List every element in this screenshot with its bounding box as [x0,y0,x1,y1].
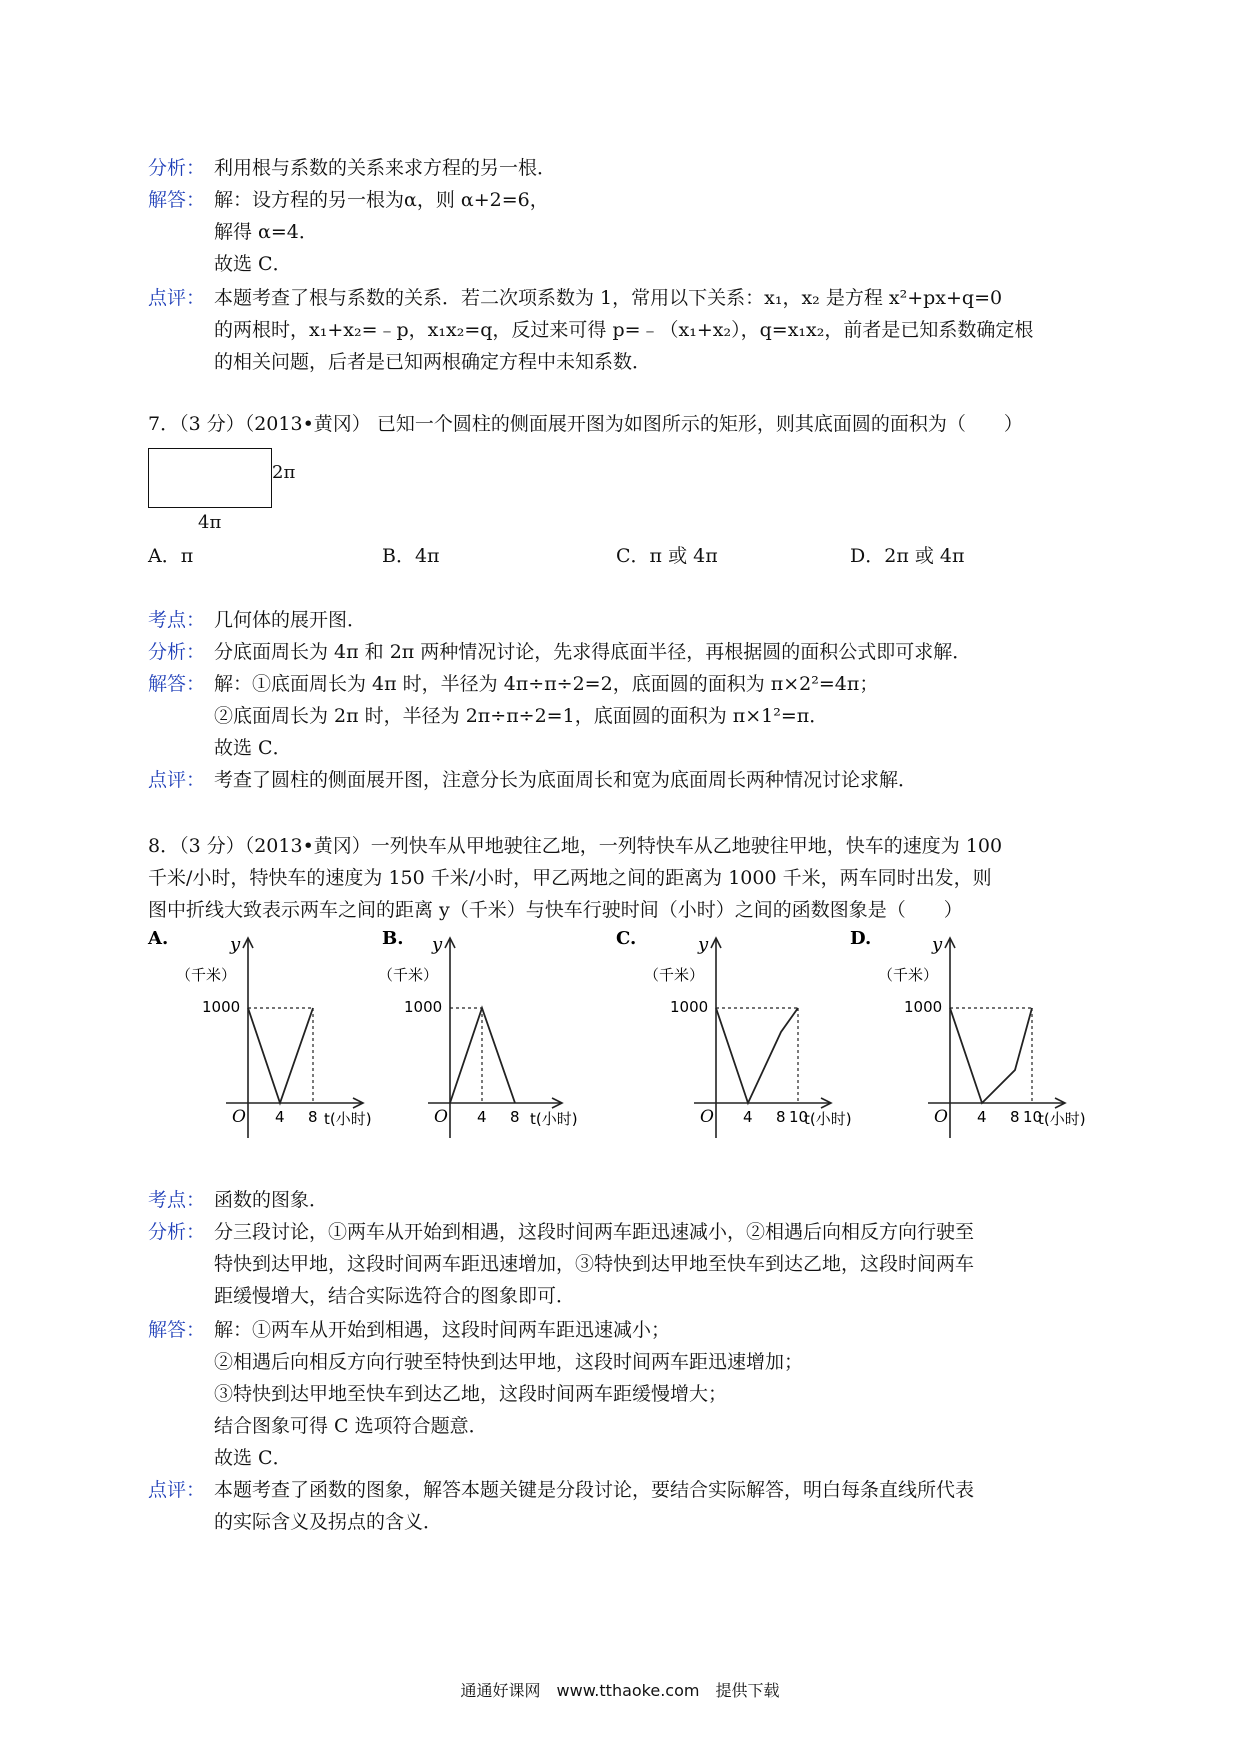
answer-line: 故选 C． [214,253,292,275]
comment-label: 点评： [148,287,206,309]
answer-label: 解答： [148,673,206,695]
origin-label: O [934,1107,948,1127]
x-tick-4: 4 [977,1108,987,1126]
rect-width-label: 4π [198,512,222,533]
graph-letter: C. [616,928,637,949]
comment-text: 本题考查了根与系数的关系．若二次项系数为 1，常用以下关系：x₁，x₂ 是方程 x²+px+q=0 [214,287,1003,309]
x-axis-label: t(小时) [1038,1110,1086,1128]
answer-text: 解：①底面周长为 4π 时，半径为 4π÷π÷2=2，底面圆的面积为 π×2²=4π； [214,673,879,695]
y-axis-label: y [698,934,709,955]
graph-letter: B. [382,928,404,949]
y-axis-unit: （千米） [176,966,237,984]
origin-label: O [700,1107,714,1127]
answer-text: 解：设方程的另一根为α，则 α+2=6， [214,189,549,211]
answer-line: 结合图象可得 C 选项符合题意． [214,1415,488,1437]
y-axis-unit: （千米） [878,966,939,984]
question-8-line: 图中折线大致表示两车之间的距离 y（千米）与快车行驶时间（小时）之间的函数图象是（ ） [148,899,963,921]
x-tick-4: 4 [477,1108,487,1126]
analysis-label: 分析： [148,1221,206,1243]
q8-answer [148,1314,1140,1346]
graph-letter: D. [850,928,872,949]
q7-answer [148,668,1140,700]
origin-label: O [434,1107,448,1127]
prev-answer [148,184,1140,216]
comment-line: 的相关问题，后者是已知两根确定方程中未知系数． [214,351,652,373]
kaodian-label: 考点： [148,609,206,631]
x-axis-label: t(小时) [804,1110,852,1128]
answer-line: 故选 C． [214,1447,292,1469]
option-b: B．4π [382,545,440,567]
answer-label: 解答： [148,1319,206,1341]
graph-a [148,928,372,1138]
x-tick-10: 10 [1023,1108,1043,1126]
x-tick-4: 4 [743,1108,753,1126]
answer-line: ②相遇后向相反方向行驶至特快到达甲地，这段时间两车距迅速增加； [214,1351,804,1373]
x-tick-8: 8 [510,1108,520,1126]
comment-line: 的实际含义及拐点的含义． [214,1511,443,1533]
answer-text: 解：①两车从开始到相遇，这段时间两车距迅速减小； [214,1319,671,1341]
y-axis-unit: （千米） [378,966,439,984]
y-axis-label: y [932,934,943,955]
answer-line: 解得 α=4． [214,221,318,243]
graph-letter: A. [148,928,169,949]
q8-comment [148,1474,1140,1506]
origin-label: O [232,1107,246,1127]
analysis-line: 特快到达甲地，这段时间两车距迅速增加，③特快到达甲地至快车到达乙地，这段时间两车 [214,1253,975,1275]
q7-analysis [148,636,1140,668]
answer-line: 故选 C． [214,737,292,759]
x-tick-8: 8 [776,1108,786,1126]
distance-polyline [248,1008,313,1103]
comment-label: 点评： [148,1479,206,1501]
q8-analysis [148,1216,1140,1248]
y-tick-1000: 1000 [202,998,241,1016]
x-tick-10: 10 [789,1108,809,1126]
unfolded-rectangle [148,448,272,508]
analysis-label: 分析： [148,157,206,179]
option-a: A．π [148,545,194,567]
analysis-label: 分析： [148,641,206,663]
answer-line: ③特快到达甲地至快车到达乙地，这段时间两车距缓慢增大； [214,1383,728,1405]
distance-polyline [950,1008,1032,1103]
comment-label: 点评： [148,769,206,791]
analysis-text: 分底面周长为 4π 和 2π 两种情况讨论，先求得底面半径，再根据圆的面积公式即可求解． [214,641,972,663]
answer-label: 解答： [148,189,206,211]
q7-comment [148,764,1140,796]
prev-comment [148,282,1140,314]
analysis-text: 分三段讨论，①两车从开始到相遇，这段时间两车距迅速减小，②相遇后向相反方向行驶至 [214,1221,975,1243]
distance-polyline [716,1008,798,1103]
answer-line: ②底面周长为 2π 时，半径为 2π÷π÷2=1，底面圆的面积为 π×1²=π． [214,705,829,727]
analysis-text: 利用根与系数的关系来求方程的另一根． [214,157,557,179]
x-tick-4: 4 [275,1108,285,1126]
comment-text: 本题考查了函数的图象，解答本题关键是分段讨论，要结合实际解答，明白每条直线所代表 [214,1479,975,1501]
q7-kaodian [148,604,1140,636]
page-footer: 通通好课网 www.tthaoke.com 提供下载 [460,1681,780,1700]
option-d: D．2π 或 4π [850,545,965,567]
y-axis-label: y [432,934,443,955]
graph-d [850,928,1086,1138]
prev-analysis [148,152,1140,184]
x-tick-8: 8 [308,1108,318,1126]
y-tick-1000: 1000 [670,998,709,1016]
x-axis-label: t(小时) [324,1110,372,1128]
q8-kaodian [148,1184,1140,1216]
comment-text: 考查了圆柱的侧面展开图，注意分长为底面周长和宽为底面周长两种情况讨论求解． [214,769,918,791]
graph-c [616,928,852,1138]
option-c: C．π 或 4π [616,545,718,567]
analysis-line: 距缓慢增大，结合实际选符合的图象即可． [214,1285,576,1307]
kaodian-text: 几何体的展开图． [214,609,367,631]
y-tick-1000: 1000 [904,998,943,1016]
kaodian-text: 函数的图象． [214,1189,329,1211]
x-axis-label: t(小时) [530,1110,578,1128]
graph-b [378,928,602,1138]
x-tick-8: 8 [1010,1108,1020,1126]
comment-line: 的两根时，x₁+x₂=﹣p，x₁x₂=q，反过来可得 p=﹣（x₁+x₂），q=x₁x₂，前者是已知系数确定根 [214,319,1034,341]
question-8-line: 8．（3 分）（2013•黄冈）一列快车从甲地驶往乙地，一列特快车从乙地驶往甲地，快车的速度为 100 [148,835,1003,857]
kaodian-label: 考点： [148,1189,206,1211]
y-axis-label: y [230,934,241,955]
y-tick-1000: 1000 [404,998,443,1016]
y-axis-unit: （千米） [644,966,705,984]
question-7: 7．（3 分）（2013•黄冈） 已知一个圆柱的侧面展开图为如图所示的矩形，则其底面圆的面积为（ ） [148,413,1023,435]
question-8-line: 千米/小时，特快车的速度为 150 千米/小时，甲乙两地之间的距离为 1000 千米，两车同时出发，则 [148,867,992,889]
rect-height-label: 2π [272,462,296,483]
